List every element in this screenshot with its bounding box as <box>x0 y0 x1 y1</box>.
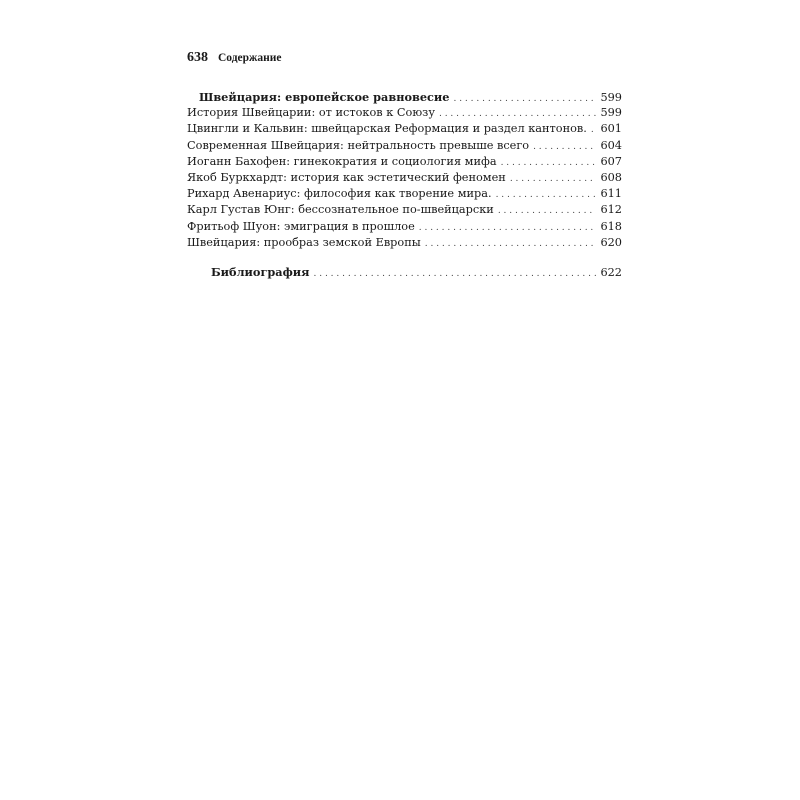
dot-leader <box>498 203 596 219</box>
running-head-title: Содержание <box>218 52 282 64</box>
toc-entry-page: 612 <box>600 203 622 217</box>
toc-entry-title: История Швейцарии: от истоков к Союзу <box>187 106 435 120</box>
toc-entry-page: 622 <box>600 265 622 279</box>
dot-leader <box>510 171 596 187</box>
toc-entry-page: 618 <box>600 219 622 233</box>
toc-entry-title: Якоб Буркхардт: история как эстетический феномен <box>187 170 506 184</box>
toc-chapter-entry <box>187 154 622 170</box>
toc-entry-title: Швейцария: европейское равновесие <box>199 90 450 104</box>
toc-entry-page: 604 <box>600 138 622 152</box>
toc-entry-title: Иоганн Бахофен: гинекократия и социология мифа <box>187 154 497 168</box>
toc-entry-title: Современная Швейцария: нейтральность превыше всего <box>187 138 530 152</box>
toc-chapter-entry <box>187 121 622 137</box>
toc-entry-title: Карл Густав Юнг: бессознательное по-швейцарски <box>187 203 494 217</box>
toc-entry-page: 611 <box>600 187 622 201</box>
page-number: 638 <box>187 50 208 65</box>
toc-bibliography-entry <box>187 264 622 280</box>
toc-chapter-entry <box>187 235 622 251</box>
toc-entry-page: 601 <box>600 122 622 136</box>
dot-leader <box>453 91 596 107</box>
toc-chapter-entry <box>187 186 622 202</box>
toc-part-entry <box>187 89 622 105</box>
dot-leader <box>439 106 596 122</box>
toc-entry-title: Фритьоф Шуон: эмиграция в прошлое <box>187 219 415 233</box>
dot-leader <box>501 155 596 171</box>
running-head <box>187 50 282 66</box>
toc-entry-page: 620 <box>600 235 622 249</box>
toc-entry-page: 607 <box>600 154 622 168</box>
toc-entry-page: 608 <box>600 170 622 184</box>
toc-entry-title: Библиография <box>211 264 310 279</box>
toc-chapter-entry <box>187 202 622 218</box>
toc-chapter-entry <box>187 219 622 235</box>
toc-chapter-entry <box>187 170 622 186</box>
dot-leader <box>591 122 596 138</box>
dot-leader <box>419 220 596 236</box>
toc-entry-page: 599 <box>600 106 622 120</box>
dot-leader <box>533 139 596 155</box>
dot-leader <box>425 236 596 252</box>
toc-chapter-entry <box>187 138 622 154</box>
dot-leader <box>314 266 596 282</box>
toc-entry-page: 599 <box>600 91 622 104</box>
toc-entry-title: Рихард Авенариус: философия как творение мира. <box>187 187 492 201</box>
toc-chapter-entry <box>187 105 622 121</box>
table-of-contents <box>187 89 622 280</box>
toc-entry-title: Цвингли и Кальвин: швейцарская Реформация и раздел кантонов. <box>187 122 587 136</box>
toc-entry-title: Швейцария: прообраз земской Европы <box>187 235 421 249</box>
dot-leader <box>496 187 596 203</box>
